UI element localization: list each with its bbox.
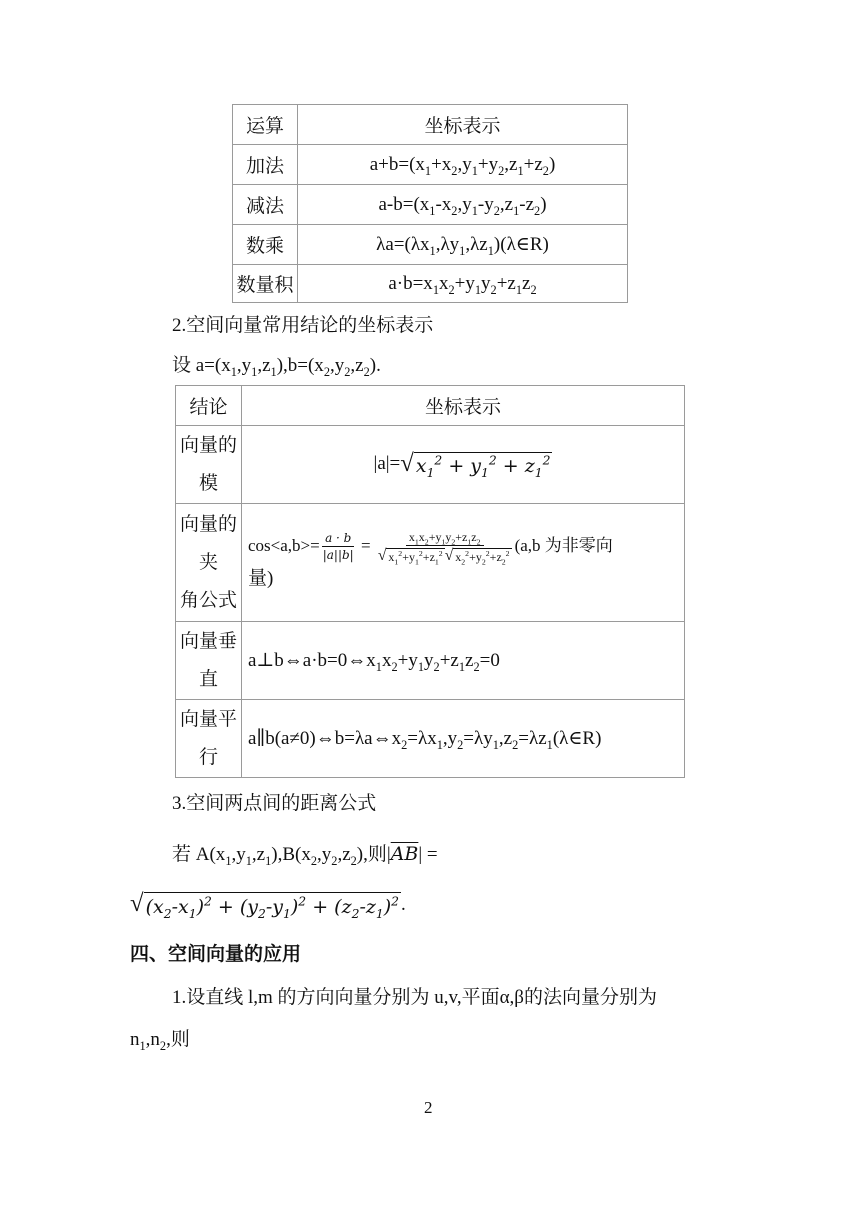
table2-row-angle-formula: cos<a,b>= $\frac{a \cdot b}{|a||b|}$ = $x_1x_2+y_1y_2+z_1z_2$ √ $x_1^2+y_1^2+z_1^2$ √ $x_2^2+y_2^2+z_2^2$ (a,b 为非零向 量) xyxy=(242,504,685,622)
table2-header-coordinate: 坐标表示 xyxy=(242,386,685,426)
operations-table xyxy=(232,104,628,303)
table1-row-dot-formula: $a\cdot b=x_1x_2+y_1y_2+z_1z_2$ xyxy=(298,265,628,303)
section4-item1-line2: $n_1,n_2$,则 xyxy=(130,1029,190,1053)
conclusions-table xyxy=(175,385,685,778)
table2-row-parallel-label: 向量平 行 xyxy=(176,700,242,778)
table2-row-modulus-label: 向量的 模 xyxy=(176,426,242,504)
table1-header-coordinate: 坐标表示 xyxy=(298,105,628,145)
section3-line2: √ $(x_2-x_1)^2 + (y_2-y_1)^2 + (z_2-z_1)^2$ . xyxy=(130,890,406,921)
table1-row-add-formula: $a+b=(x_1+x_2,y_1+y_2,z_1+z_2)$ xyxy=(298,145,628,185)
table1-row-scalar-formula: $\lambda a=(\lambda x_1,\lambda y_1,\lambda z_1)(\lambda\in R)$ xyxy=(298,225,628,265)
section4-item1-line1: 1.设直线 l,m 的方向向量分别为 u,v,平面α,β的法向量分别为 xyxy=(172,987,657,1008)
section3-line1: 若 $A(x_1,y_1,z_1),B(x_2,y_2,z_2)$,则$|\overline{AB}|$ = xyxy=(172,843,438,868)
table1-row-add-label: 加法 xyxy=(233,145,298,185)
table1-row-sub-formula: $a-b=(x_1-x_2,y_1-y_2,z_1-z_2)$ xyxy=(298,185,628,225)
section3-title: 3.空间两点间的距离公式 xyxy=(172,793,377,814)
table2-row-perpendicular-label: 向量垂 直 xyxy=(176,622,242,700)
table1-row-scalar-label: 数乘 xyxy=(233,225,298,265)
page-number: 2 xyxy=(424,1098,433,1117)
table2-header-conclusion: 结论 xyxy=(176,386,242,426)
section2-title: 2.空间向量常用结论的坐标表示 xyxy=(172,315,434,336)
table2-row-perpendicular-formula: $a\perp b\Leftrightarrow a\cdot b=0\Leftrightarrow x_1x_2+y_1y_2+z_1z_2=0$ xyxy=(242,622,685,700)
table1-row-dot-label: 数量积 xyxy=(233,265,298,303)
section2-intro: 设 $a=(x_1,y_1,z_1),b=(x_2,y_2,z_2)$. xyxy=(172,355,381,379)
table2-row-angle-label: 向量的 夹 角公式 xyxy=(176,504,242,622)
table1-header-operation: 运算 xyxy=(233,105,298,145)
table2-row-modulus-formula: |a|= √ $x_1^2 + y_1^2 + z_1^2$ xyxy=(242,426,685,504)
table1-row-sub-label: 减法 xyxy=(233,185,298,225)
table2-row-parallel-formula: $a\parallel b(a\ne 0)\Leftrightarrow b=\lambda a\Leftrightarrow x_2=\lambda x_1,y_2=\lambda y_1,z_2=\lambda z_1(\lambda\in R)$ xyxy=(242,700,685,778)
section4-heading: 四、空间向量的应用 xyxy=(130,943,302,965)
